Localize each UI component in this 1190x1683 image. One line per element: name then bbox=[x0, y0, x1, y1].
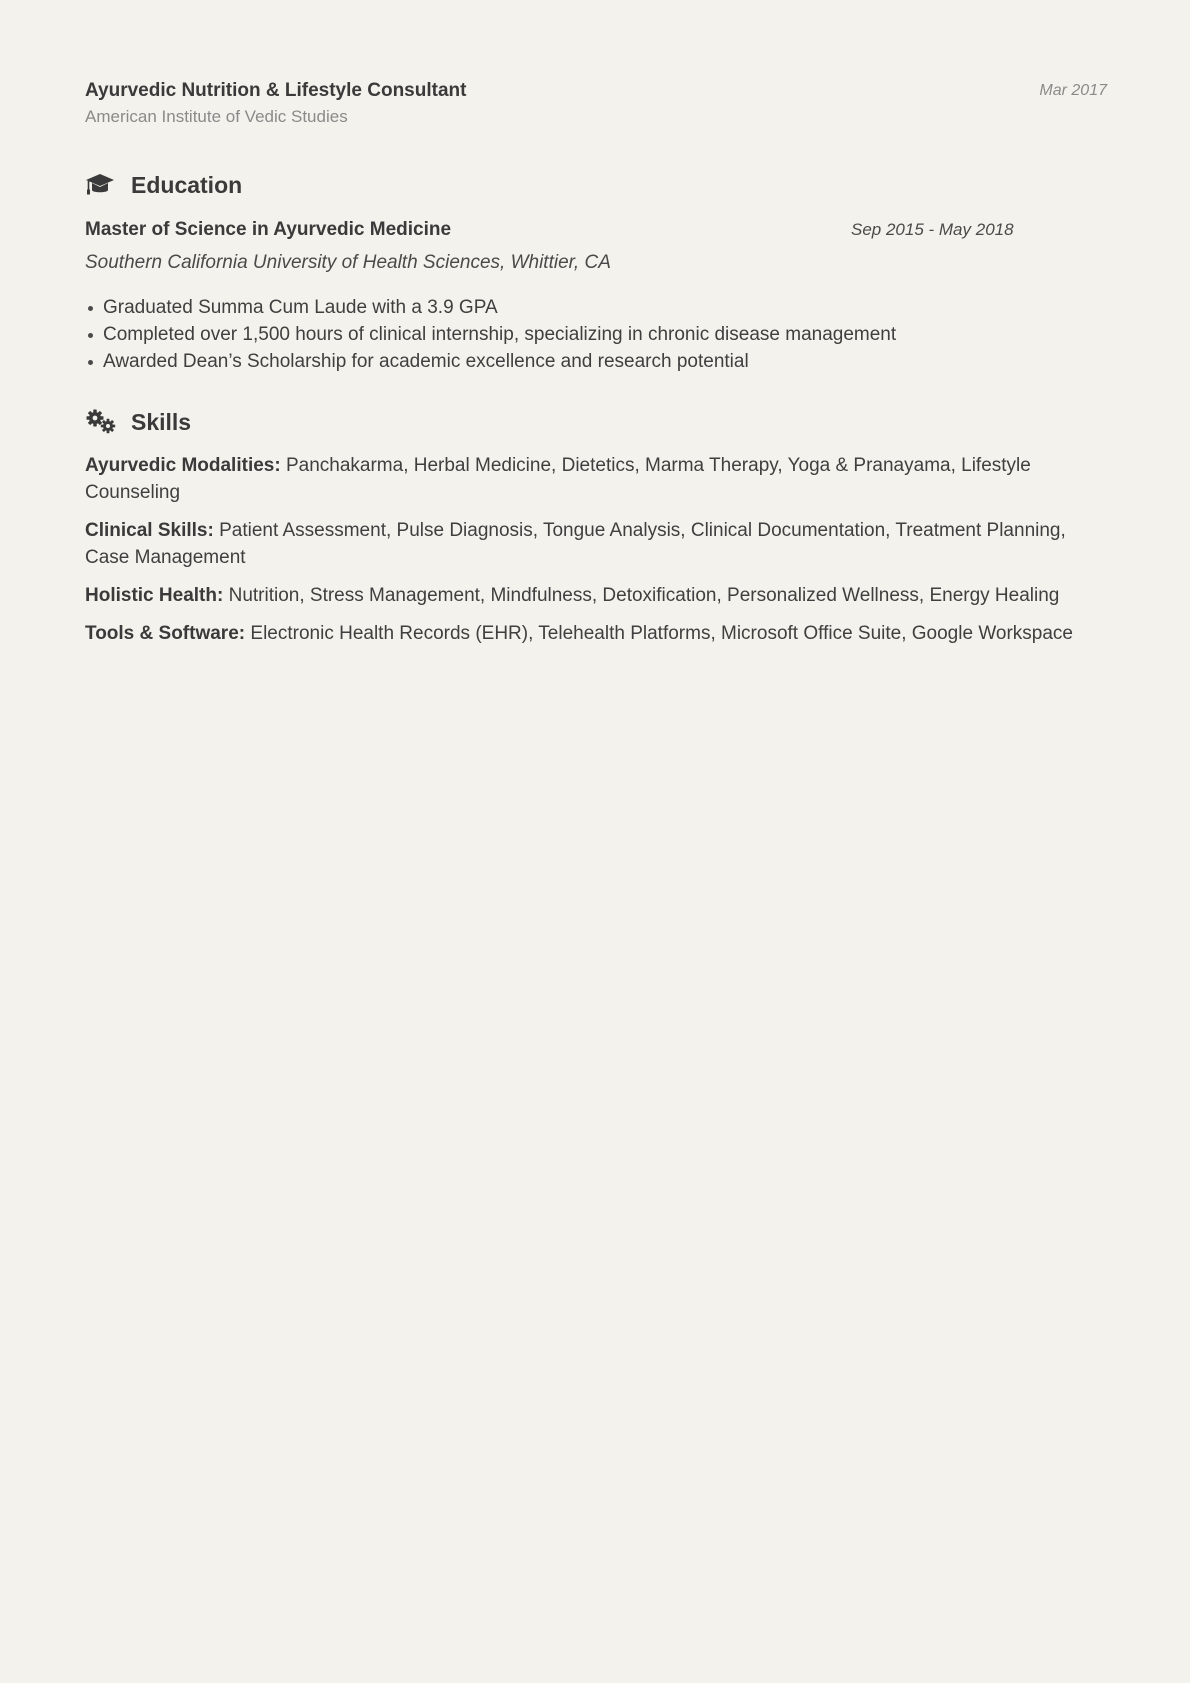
education-school: Southern California University of Health Sciences, Whittier, CA bbox=[85, 252, 611, 273]
skills-list bbox=[85, 452, 1107, 647]
skill-row bbox=[85, 620, 1107, 647]
skills-heading: Skills bbox=[131, 408, 192, 435]
list-item: Awarded Dean’s Scholarship for academic excellence and research potential bbox=[103, 348, 1107, 375]
list-item: Graduated Summa Cum Laude with a 3.9 GPA bbox=[103, 294, 1107, 321]
graduation-cap-icon bbox=[85, 170, 117, 200]
skill-label: Holistic Health: bbox=[85, 585, 224, 606]
skill-label: Tools & Software: bbox=[85, 623, 246, 644]
education-heading: Education bbox=[131, 171, 243, 198]
certification-title: Ayurvedic Nutrition & Lifestyle Consultant bbox=[85, 80, 467, 101]
resume-page bbox=[85, 78, 1107, 658]
education-entry bbox=[85, 216, 1107, 375]
skill-row bbox=[85, 517, 1107, 571]
certification-issuer: American Institute of Vedic Studies bbox=[85, 107, 348, 126]
education-degree: Master of Science in Ayurvedic Medicine bbox=[85, 219, 452, 240]
education-bullets bbox=[85, 294, 1107, 375]
certification-entry bbox=[85, 78, 1107, 130]
skill-row bbox=[85, 582, 1107, 609]
education-dates: Sep 2015 - May 2018 bbox=[851, 220, 1014, 239]
skill-text: Panchakarma, Herbal Medicine, Dietetics, Marma Therapy, Yoga & Pranayama, Lifestyle Counseling bbox=[85, 455, 1031, 503]
skill-label: Clinical Skills: bbox=[85, 520, 214, 541]
certification-date: Mar 2017 bbox=[1039, 82, 1107, 99]
gears-icon bbox=[85, 407, 117, 437]
skill-text: Patient Assessment, Pulse Diagnosis, Tongue Analysis, Clinical Documentation, Treatment Planning, Case Management bbox=[85, 520, 1066, 568]
skill-text: Electronic Health Records (EHR), Telehealth Platforms, Microsoft Office Suite, Google Workspace bbox=[250, 623, 1074, 644]
skill-text: Nutrition, Stress Management, Mindfulness, Detoxification, Personalized Wellness, Energy Healing bbox=[228, 585, 1060, 606]
skills-section-header bbox=[85, 405, 1107, 439]
list-item: Completed over 1,500 hours of clinical internship, specializing in chronic disease management bbox=[103, 321, 1107, 348]
skill-row bbox=[85, 452, 1107, 506]
skill-label: Ayurvedic Modalities: bbox=[85, 455, 281, 476]
education-section-header bbox=[85, 168, 1107, 202]
